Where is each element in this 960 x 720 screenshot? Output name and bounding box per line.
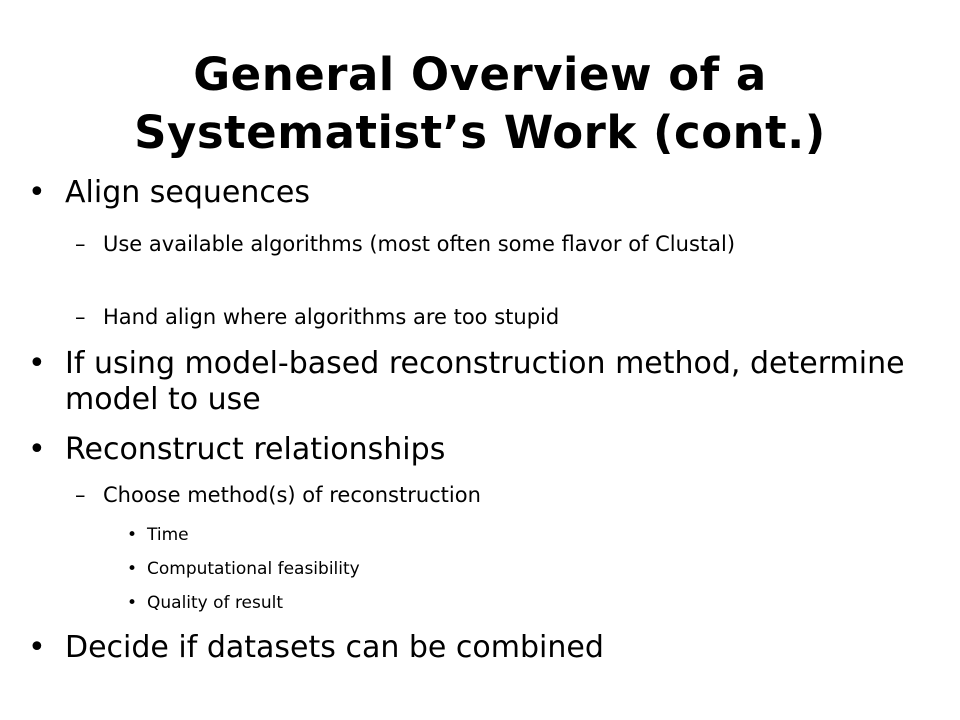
bullet-text: Decide if datasets can be combined — [65, 630, 604, 665]
bullet-item — [28, 432, 925, 468]
slide-title — [0, 46, 960, 162]
dash-icon: – — [75, 483, 86, 507]
bullet-item — [28, 630, 925, 666]
bullet-dot-icon: • — [28, 432, 46, 467]
bullet-item — [28, 175, 925, 211]
sub-sub-bullet-text: Computational feasibility — [147, 559, 360, 579]
slide-title-line-2: Systematist’s Work (cont.) — [134, 106, 826, 160]
small-dot-icon: • — [127, 559, 138, 579]
bullet-text: If using model-based reconstruction method, determine model to use — [65, 346, 905, 417]
sub-sub-bullet-item — [127, 524, 847, 546]
sub-sub-bullet-item — [127, 558, 847, 580]
sub-sub-bullet-text: Quality of result — [147, 593, 284, 613]
sub-bullet-text: Choose method(s) of reconstruction — [103, 483, 481, 507]
slide-title-line-1: General Overview of a — [193, 48, 767, 102]
bullet-text: Reconstruct relationships — [65, 432, 446, 467]
bullet-dot-icon: • — [28, 175, 46, 210]
sub-sub-bullet-item — [127, 592, 847, 614]
bullet-item — [28, 346, 925, 418]
sub-bullet-text: Hand align where algorithms are too stupid — [103, 305, 560, 329]
sub-bullet-item — [75, 304, 893, 330]
bullet-dot-icon: • — [28, 630, 46, 665]
small-dot-icon: • — [127, 593, 138, 613]
dash-icon: – — [75, 232, 86, 256]
small-dot-icon: • — [127, 525, 138, 545]
sub-bullet-item — [75, 231, 893, 257]
sub-bullet-text: Use available algorithms (most often some flavor of Clustal) — [103, 232, 736, 256]
dash-icon: – — [75, 305, 86, 329]
bullet-text: Align sequences — [65, 175, 310, 210]
sub-sub-bullet-text: Time — [147, 525, 189, 545]
sub-bullet-item — [75, 482, 893, 508]
bullet-dot-icon: • — [28, 346, 46, 381]
